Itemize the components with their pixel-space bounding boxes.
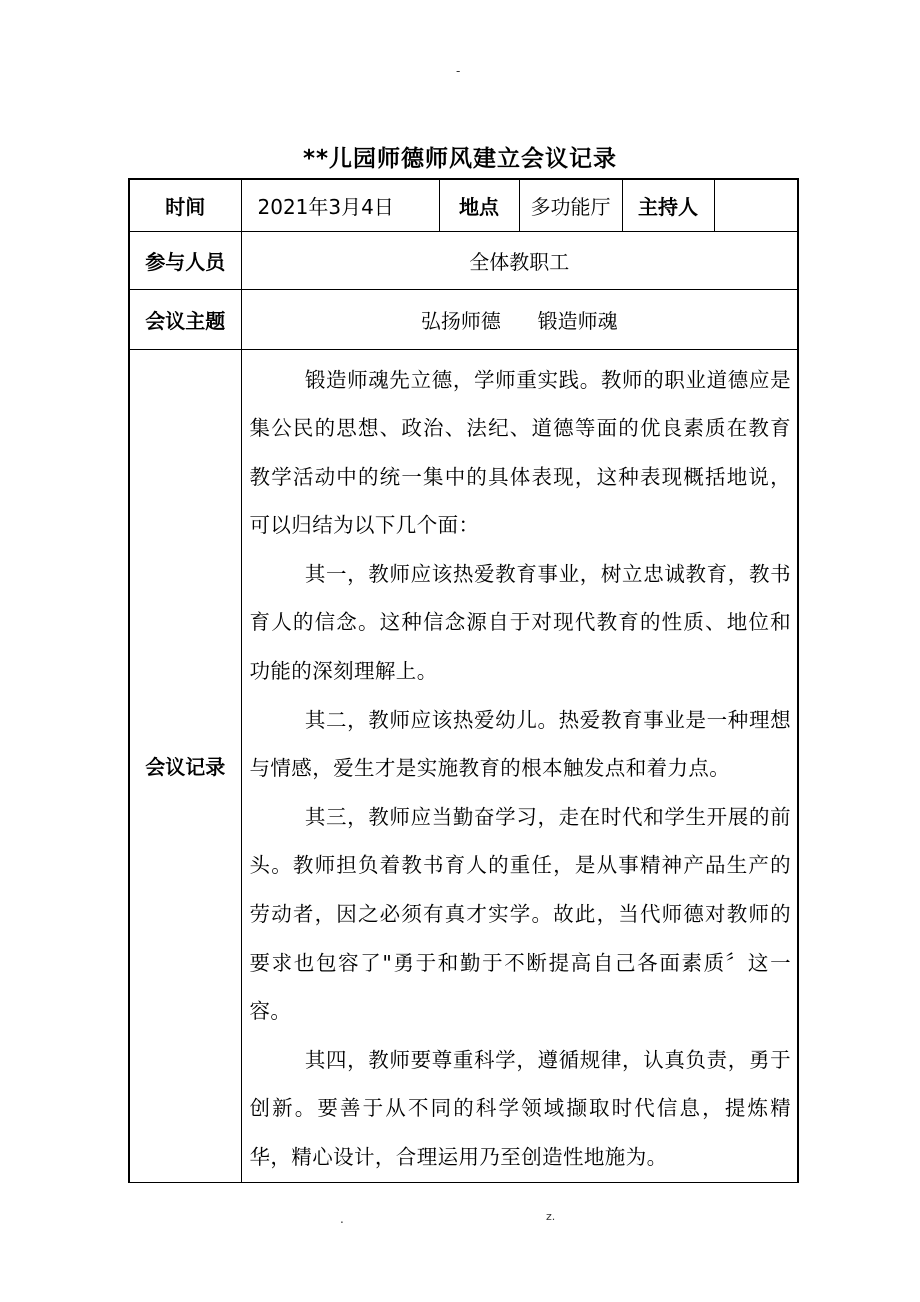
meeting-record-table — [128, 178, 799, 1183]
row-topic — [129, 289, 798, 349]
record-label: 会议记录 — [129, 349, 241, 1182]
row-participants — [129, 231, 798, 289]
topic-label: 会议主题 — [129, 289, 241, 349]
row-time — [129, 179, 798, 231]
place-label: 地点 — [439, 179, 519, 231]
participants-value: 全体教职工 — [241, 231, 798, 289]
footer-right-mark: z. — [546, 1210, 556, 1223]
page-title: **儿园师德师风建立会议记录 — [302, 146, 618, 172]
record-paragraph: 其三，教师应当勤奋学习，走在时代和学生开展的前头。教师担负着教书育人的重任，是从事精神产品生产的劳动者，因之必须有真才实学。故此，当代师德对教师的要求也包容了"勇于和勤于不断提高自己各面素质〞这一容。 — [249, 804, 791, 1024]
header-mark: - — [456, 64, 461, 78]
row-record — [129, 349, 798, 1182]
record-paragraph: 其四，教师要尊重科学，遵循规律，认真负责，勇于创新。要善于从不同的科学领域撷取时代信息，提炼精华，精心设计，合理运用乃至创造性地施为。 — [249, 1047, 791, 1169]
time-label: 时间 — [129, 179, 241, 231]
host-label: 主持人 — [622, 179, 714, 231]
record-paragraph: 锻造师魂先立德，学师重实践。教师的职业道德应是集公民的思想、政治、法纪、道德等面的优良素质在教育教学活动中的统一集中的具体表现，这种表现概括地说，可以归结为以下几个面： — [249, 367, 791, 538]
participants-label: 参与人员 — [129, 231, 241, 289]
place-value: 多功能厅 — [519, 179, 622, 231]
record-content — [241, 349, 798, 1182]
host-value — [714, 179, 798, 231]
record-paragraph: 其一，教师应该热爱教育事业，树立忠诚教育，教书育人的信念。这种信念源自于对现代教育的性质、地位和功能的深刻理解上。 — [249, 561, 791, 684]
record-paragraph: 其二，教师应该热爱幼儿。热爱教育事业是一种理想与情感，爱生才是实施教育的根本触发点和着力点。 — [249, 707, 791, 781]
time-value: 2021年3月4日 — [241, 179, 439, 231]
footer-left-mark: . — [340, 1212, 344, 1226]
topic-value: 弘扬师德 锻造师魂 — [241, 289, 798, 349]
